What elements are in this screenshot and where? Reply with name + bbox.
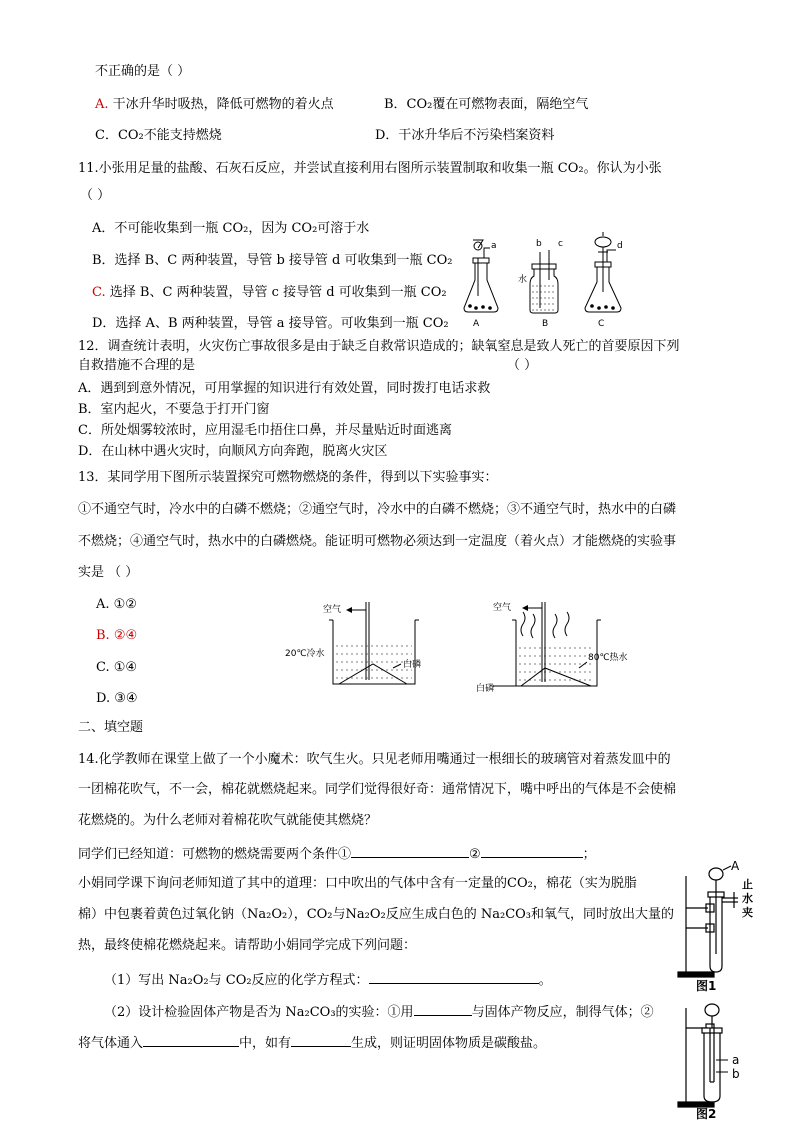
q14-figure-2: [676, 998, 786, 1122]
q14-fig1-caption: 图1: [696, 979, 717, 992]
q11-fig-label-b: b: [536, 239, 542, 249]
q13-apparatus-figure: [283, 598, 653, 698]
q13-fig-left-white-p-label: 白磷: [403, 660, 422, 670]
q13-option-c[interactable]: C. ①④: [96, 660, 138, 675]
q13-option-a[interactable]: A. ①②: [96, 597, 137, 612]
q14-line2: 一团棉花吹气，不一会，棉花就燃烧起来。同学们觉得很好奇：通常情况下，嘴中呼出的气体是不会使棉: [78, 782, 677, 797]
q13-option-d[interactable]: D. ③④: [96, 691, 138, 706]
q12-option-a[interactable]: A．遇到到意外情况，可用掌握的知识进行有效处置，同时拨打电话求救: [78, 381, 491, 396]
q12-paren: （ ）: [507, 358, 538, 373]
q12-option-c[interactable]: C．所处烟雾较浓时，应用湿毛巾捂住口鼻，并尽量贴近时面逃离: [78, 423, 452, 438]
q14-fig1-clip-char-1: 止: [742, 878, 753, 891]
q11-fig-label-c: c: [558, 239, 563, 249]
q14-blank-condition-2[interactable]: [481, 843, 583, 858]
q12-option-d[interactable]: D．在山林中遇火灾时，向顺风方向奔跑，脱离火灾区: [78, 444, 388, 459]
q14-condition-2-marker: ②: [469, 847, 481, 862]
q10-option-d[interactable]: D．干冰升华后不污染档案资料: [375, 128, 555, 143]
q14-fig1-clip-char-2: 水: [742, 892, 753, 905]
q12-line1: 12．调查统计表明，火灾伤亡事故很多是由于缺乏自救常识造成的；缺氧窒息是致人死亡的首要原因下列: [78, 339, 680, 354]
q14-sub3-end: 生成，则证明固体物质是碳酸盐。: [351, 1036, 547, 1051]
q14-sub2-mid: 与固体产物反应，制得气体；②: [471, 1005, 654, 1020]
q14-sub1-end: 。: [538, 973, 552, 988]
q11-fig-label-water: 水: [518, 275, 528, 285]
q13-fig-right-air-label: 空气: [493, 603, 512, 613]
q11-fig-label-d: d: [617, 241, 623, 251]
q14-line1: 14.化学教师在课堂上做了一个小魔术：吹气生火。只见老师用嘴通过一根细长的玻璃管对着蒸发皿中的: [78, 752, 671, 767]
q14-fig2-caption: 图2: [696, 1107, 717, 1121]
q12-line2: 自救措施不合理的是: [78, 358, 196, 373]
q10-stem: 不正确的是（ ）: [95, 64, 191, 79]
q13-line2: ①不通空气时，冷水中的白磷不燃烧；②通空气时，冷水中的白磷不燃烧；③不通空气时，热水中的白磷: [78, 502, 677, 517]
q14-blank-observation[interactable]: [291, 1032, 351, 1047]
q11-option-a[interactable]: A．不可能收集到一瓶 CO₂，因为 CO₂可溶于水: [92, 221, 370, 236]
q14-fig1-label-A: A: [731, 859, 740, 873]
q14-blank-solution[interactable]: [143, 1032, 239, 1047]
q11-paren: （ ）: [80, 188, 111, 203]
q14-sub1-prompt: （1）写出 Na₂O₂与 CO₂反应的化学方程式：: [104, 973, 369, 988]
q14-line3: 花燃烧的。为什么老师对着棉花吹气就能使其燃烧？: [78, 813, 378, 828]
q10-option-a[interactable]: [95, 96, 334, 114]
q14-blank-equation[interactable]: [369, 969, 539, 984]
q14-line7: 热，最终使棉花燃烧起来。请帮助小娟同学完成下列问题：: [78, 938, 417, 953]
q10-option-b[interactable]: B．CO₂覆在可燃物表面，隔绝空气: [384, 97, 589, 112]
q13-line3: 不燃烧；④通空气时，热水中的白磷燃烧。能证明可燃物必须达到一定温度（着火点）才能燃烧的实验事: [78, 534, 677, 549]
q14-sub2: [104, 1001, 654, 1022]
q14-line4: [78, 843, 596, 864]
q11-fig-label-a: a: [491, 241, 497, 251]
q14-fig1-clip-char-3: 夹: [742, 906, 753, 919]
q14-blank-reagent[interactable]: [414, 1001, 472, 1016]
q14-sub3: [78, 1032, 546, 1053]
q14-fig2-label-b: b: [732, 1067, 740, 1081]
q13-line1: 13．某同学用下图所示装置探究可燃物燃烧的条件，得到以下实验事实：: [78, 470, 498, 485]
q11-fig-label-B: B: [542, 319, 549, 329]
q14-sub3-prompt: 将气体通入: [78, 1036, 144, 1051]
q12-option-b[interactable]: B．室内起火，不要急于打开门窗: [78, 402, 270, 417]
q13-fig-cold-water-label: 20℃冷水: [285, 649, 325, 659]
q11-option-c-letter: C.: [92, 285, 106, 300]
q13-fig-left-air-label: 空气: [323, 605, 342, 615]
q14-figure-1: [676, 858, 786, 992]
q11-option-b[interactable]: B．选择 B、C 两种装置，导管 b 接导管 d 可收集到一瓶 CO₂: [92, 253, 453, 268]
q11-option-d[interactable]: D．选择 A、B 两种装置，导管 a 接导管。可收集到一瓶 CO₂: [92, 316, 449, 331]
q14-fig2-label-a: a: [732, 1053, 740, 1067]
q14-line6: 棉）中包裹着黄色过氧化钠（Na₂O₂），CO₂与Na₂O₂反应生成白色的 Na₂CO₃和氧气，同时放出大量的: [78, 907, 675, 922]
q11-apparatus-figure: [460, 228, 640, 330]
q14-line5: 小娟同学课下询问老师知道了其中的道理：口中吹出的气体中含有一定量的CO₂，棉花（实为脱脂: [78, 876, 637, 891]
q10-option-c[interactable]: C．CO₂不能支持燃烧: [95, 128, 222, 143]
q14-sub3-mid: 中，如有: [239, 1036, 292, 1051]
q11-fig-label-A: A: [473, 319, 480, 329]
q13-option-b[interactable]: B. ②④: [96, 628, 138, 643]
q14-sub2-prompt: （2）设计检验固体产物是否为 Na₂CO₃的实验：①用: [104, 1005, 414, 1020]
q14-condition-end: ；: [582, 847, 596, 862]
q14-condition-intro: 同学们已经知道：可燃物的燃烧需要两个条件①: [78, 847, 352, 862]
q14-sub1: [104, 969, 552, 990]
q10-option-a-letter: A.: [95, 97, 109, 112]
q14-blank-condition-1[interactable]: [351, 843, 469, 858]
q11-stem: 11.小张用足量的盐酸、石灰石反应，并尝试直接利用右图所示装置制取和收集一瓶 CO₂。你认为小张: [78, 161, 662, 176]
section-title-fill-blank: 二、填空题: [78, 720, 144, 735]
q11-fig-label-C: C: [598, 319, 605, 329]
q13-fig-hot-water-label: 80℃热水: [588, 653, 628, 663]
q13-fig-right-white-p-label: 白磷: [476, 684, 495, 694]
q11-option-c[interactable]: [92, 284, 447, 302]
q11-option-c-text: 选择 B、C 两种装置，导管 c 接导管 d 可收集到一瓶 CO₂: [109, 285, 447, 300]
q13-line4: 实是 （ ）: [78, 565, 139, 580]
q10-option-a-text: 干冰升华时吸热，降低可燃物的着火点: [112, 97, 334, 112]
